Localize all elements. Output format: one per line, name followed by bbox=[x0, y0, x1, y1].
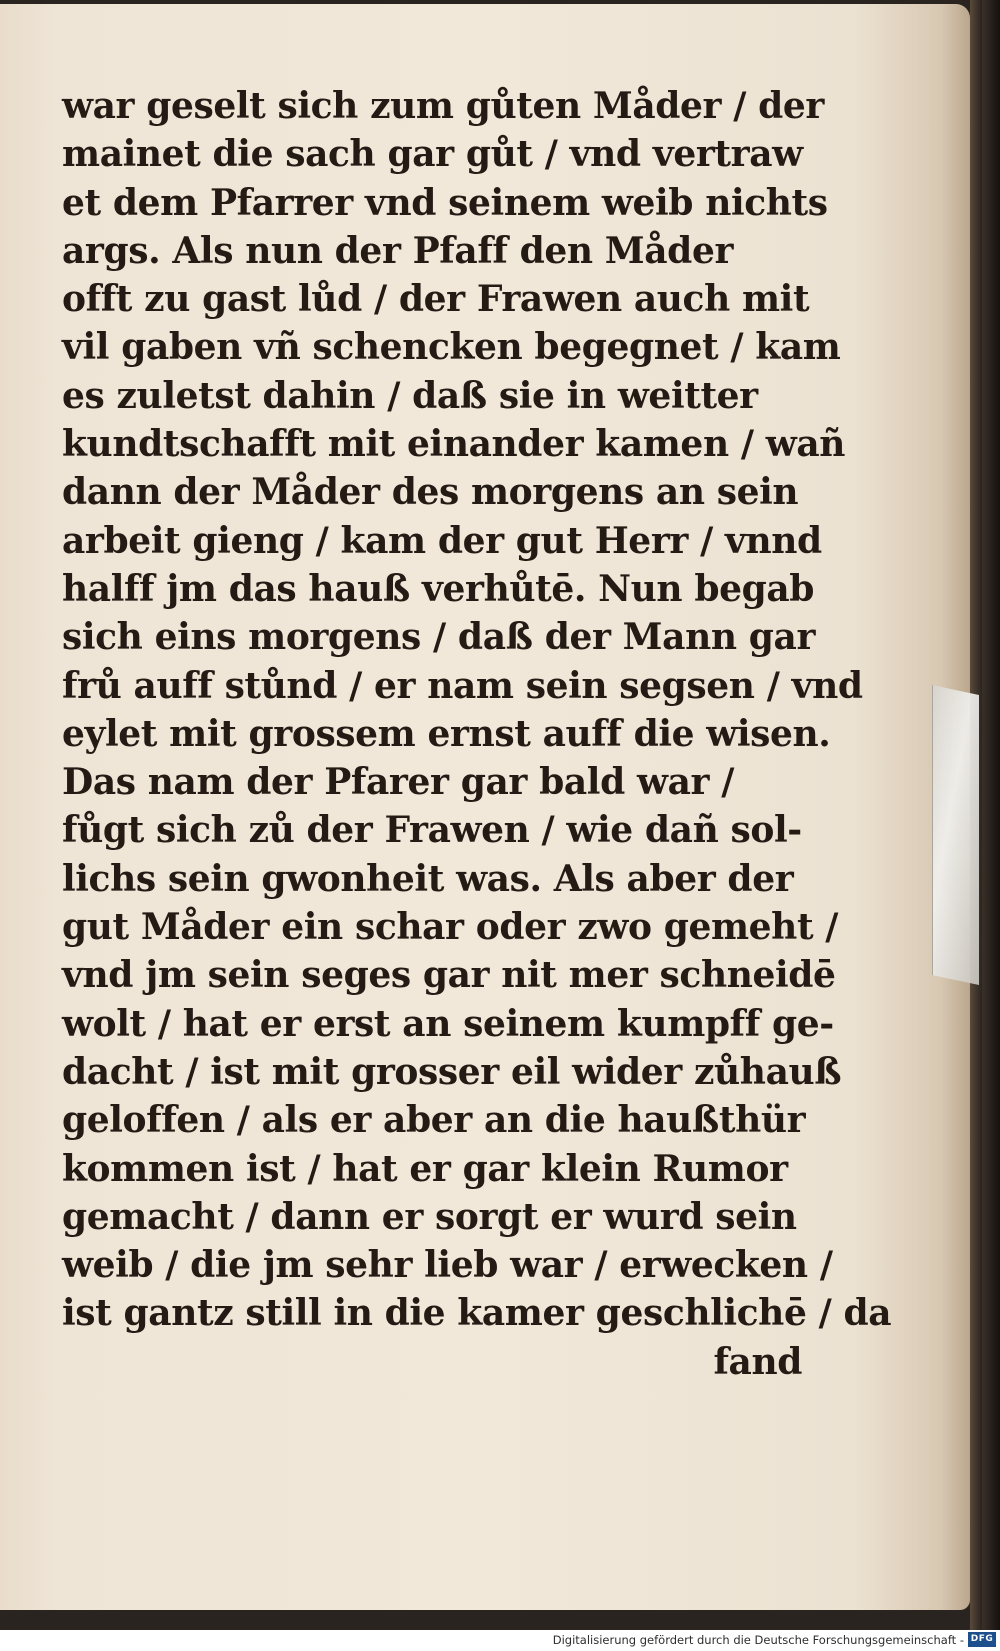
text-line: gemacht / dann er sorgt er wurd sein bbox=[62, 1195, 797, 1238]
text-line: weib / die jm sehr lieb war / erwecken / bbox=[62, 1244, 833, 1287]
text-line: gut Måder ein schar oder zwo gemeht / bbox=[62, 906, 839, 949]
text-line: fůgt sich zů der Frawen / wie dañ sol- bbox=[62, 809, 802, 852]
text-line: kundtschafft mit einander kamen / wañ bbox=[62, 423, 846, 466]
text-line: arbeit gieng / kam der gut Herr / vnnd bbox=[62, 519, 822, 562]
text-line: war geselt sich zum gůten Måder / der bbox=[62, 85, 824, 127]
text-line: Das nam der Pfarer gar bald war / bbox=[62, 761, 734, 804]
paper-bookmark bbox=[932, 685, 979, 985]
text-line: vil gaben vñ schencken begegnet / kam bbox=[62, 326, 841, 369]
text-line: dacht / ist mit grosser eil wider zůhauß bbox=[62, 1050, 842, 1093]
text-line: lichs sein gwonheit was. Als aber der bbox=[62, 857, 794, 900]
book-spine-edge bbox=[982, 0, 1000, 1630]
catchword: fand bbox=[713, 1340, 802, 1383]
text-line: frů auff stůnd / er nam sein segsen / vnd bbox=[62, 664, 863, 707]
digitization-credit: Digitalisierung gefördert durch die Deutsche Forschungsgemeinschaft - bbox=[552, 1633, 964, 1647]
text-line: sich eins morgens / daß der Mann gar bbox=[62, 616, 816, 659]
text-line: wolt / hat er erst an seinem kumpff ge- bbox=[62, 1002, 834, 1045]
text-block bbox=[62, 82, 892, 1386]
text-line: halff jm das hauß verhůtē. Nun begab bbox=[62, 567, 815, 610]
text-line: mainet die sach gar gůt / vnd vertraw bbox=[62, 133, 803, 176]
text-line: offt zu gast lůd / der Frawen auch mit bbox=[62, 278, 810, 321]
text-line: vnd jm sein seges gar nit mer schneidē bbox=[62, 954, 836, 997]
text-line: args. Als nun der Pfaff den Måder bbox=[62, 229, 734, 272]
text-line: eylet mit grossem ernst auff die wisen. bbox=[62, 712, 831, 755]
text-line: es zuletst dahin / daß sie in weitter bbox=[62, 374, 758, 417]
text-line: dann der Måder des morgens an sein bbox=[62, 471, 799, 514]
dfg-logo: DFG bbox=[968, 1632, 996, 1647]
text-line: ist gantz still in die kamer geschlichē / da bbox=[62, 1292, 892, 1335]
text-line: kommen ist / hat er gar klein Rumor bbox=[62, 1147, 788, 1190]
book-page bbox=[0, 4, 970, 1610]
text-line: et dem Pfarrer vnd seinem weib nichts bbox=[62, 181, 828, 224]
text-line: geloffen / als er aber an die haußthür bbox=[62, 1099, 806, 1142]
